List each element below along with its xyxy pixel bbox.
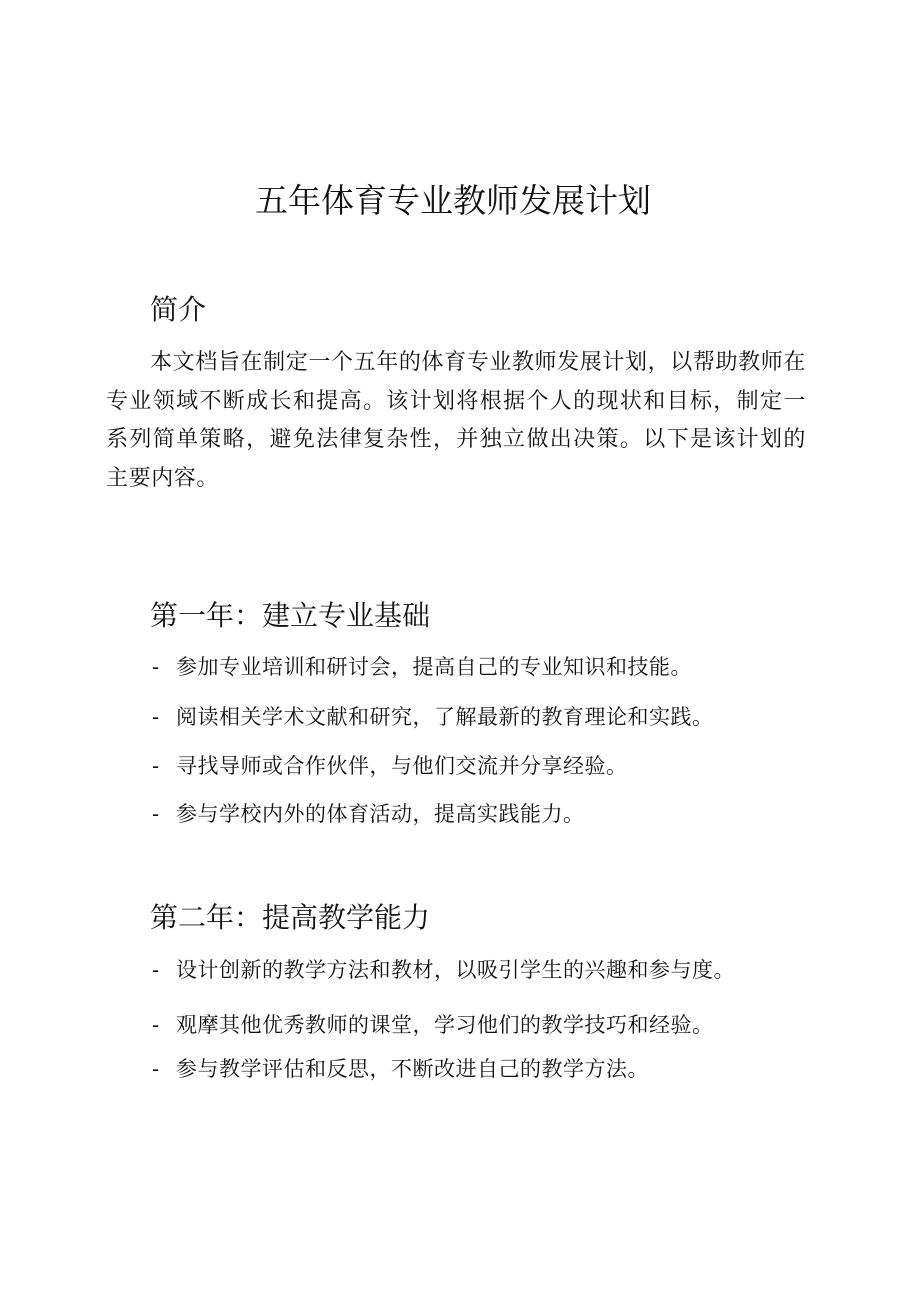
year1-item: [152, 652, 692, 682]
bullet-marker: -: [152, 802, 160, 826]
year2-item: [152, 955, 735, 985]
bullet-marker: -: [152, 1057, 160, 1081]
intro-paragraph: 本文档旨在制定一个五年的体育专业教师发展计划，以帮助教师在专业领域不断成长和提高。该计划将根据个人的现状和目标，制定一系列简单策略，避免法律复杂性，并独立做出决策。以下是该计划的主要内容。: [106, 350, 806, 491]
intro-heading: 简介: [150, 293, 207, 326]
year1-heading: 第一年：建立专业基础: [150, 599, 431, 632]
year1-item-text: 阅读相关学术文献和研究，了解最新的教育理论和实践。: [176, 705, 714, 729]
year2-item: [152, 1010, 714, 1040]
year2-item-text: 参与教学评估和反思，不断改进自己的教学方法。: [176, 1057, 649, 1081]
year1-item-text: 参加专业培训和研讨会，提高自己的专业知识和技能。: [176, 655, 692, 679]
page-title: 五年体育专业教师发展计划: [255, 181, 651, 220]
bullet-marker: -: [152, 754, 160, 778]
year1-item: [152, 702, 714, 732]
year1-item: [152, 799, 585, 829]
bullet-marker: -: [152, 958, 160, 982]
year2-item: [152, 1054, 649, 1084]
bullet-marker: -: [152, 1013, 160, 1037]
year1-item: [152, 751, 628, 781]
bullet-marker: -: [152, 705, 160, 729]
year2-item-text: 观摩其他优秀教师的课堂，学习他们的教学技巧和经验。: [176, 1013, 714, 1037]
year2-heading: 第二年：提高教学能力: [150, 901, 431, 934]
bullet-marker: -: [152, 655, 160, 679]
year1-item-text: 参与学校内外的体育活动，提高实践能力。: [176, 802, 585, 826]
year1-item-text: 寻找导师或合作伙伴，与他们交流并分享经验。: [176, 754, 628, 778]
year2-item-text: 设计创新的教学方法和教材，以吸引学生的兴趣和参与度。: [176, 958, 735, 982]
